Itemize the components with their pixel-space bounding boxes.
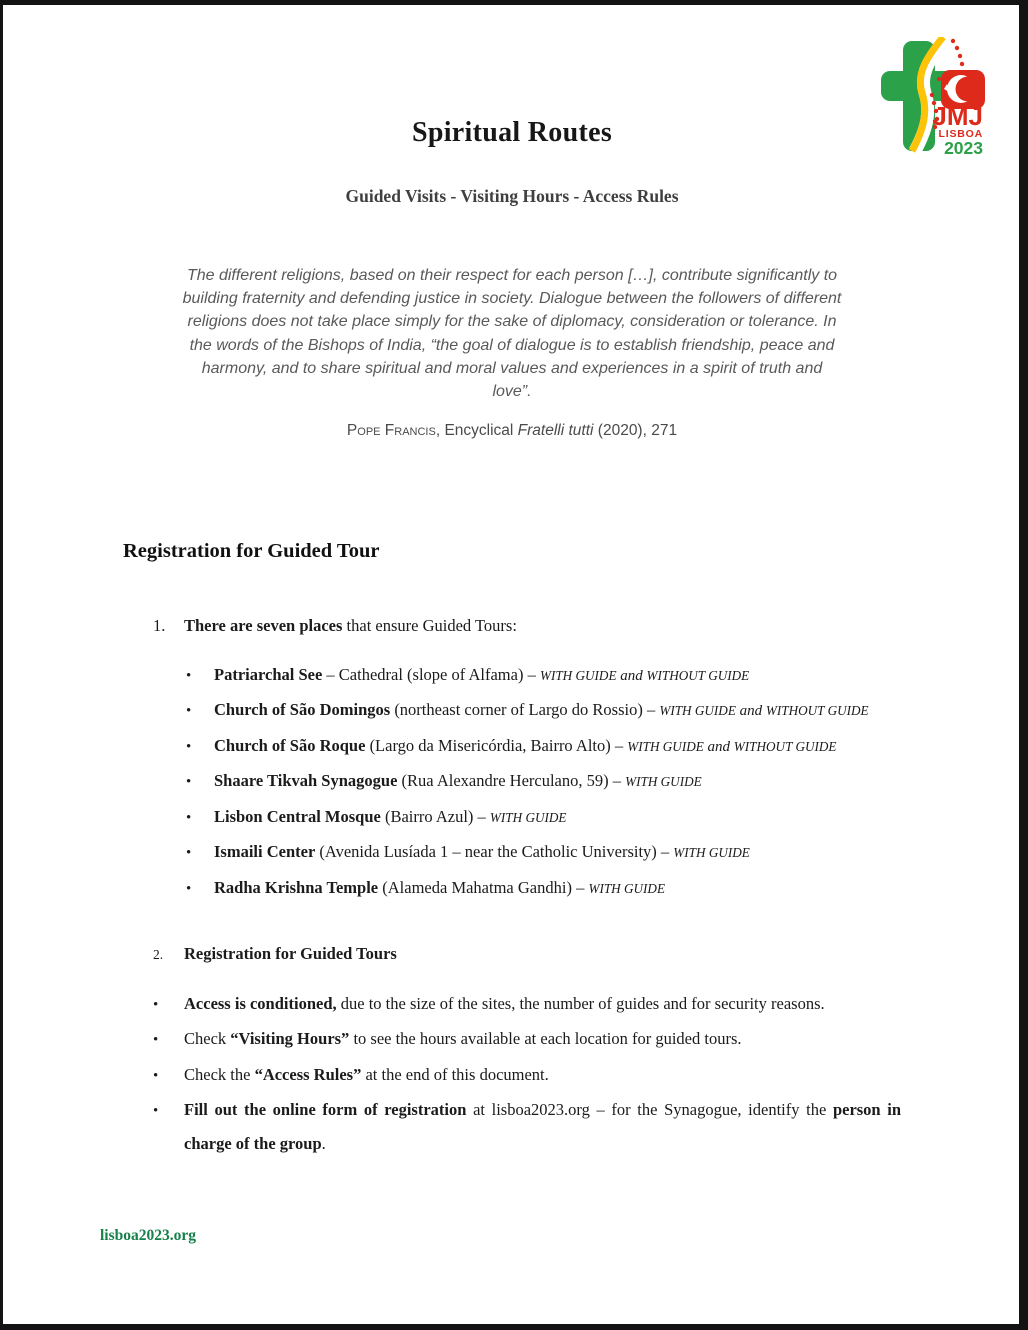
text-segment: that ensure Guided Tours: — [342, 616, 517, 636]
bullet-marker: • — [153, 996, 159, 1013]
text-segment: WITH GUIDE — [625, 774, 702, 790]
text-segment: “Visiting Hours” — [230, 1029, 350, 1049]
text-segment: There are seven places — [184, 616, 343, 636]
bullet-marker: • — [186, 809, 192, 826]
text-segment: , Encyclical — [435, 422, 518, 440]
bullet-marker: • — [153, 1103, 159, 1120]
bullet-marker: • — [153, 1067, 159, 1084]
place-list-item — [123, 871, 901, 907]
rules-list — [123, 987, 901, 1161]
text-segment: WITH GUIDE — [539, 667, 617, 683]
rule-list-item — [123, 1022, 901, 1058]
text-segment: WITH GUIDE — [588, 880, 666, 896]
list-item-text — [214, 764, 901, 799]
list-number: 2. — [153, 947, 164, 963]
list-item-text — [184, 1093, 901, 1160]
list-item-text — [214, 835, 901, 870]
text-segment: person in charge of the group — [184, 1100, 902, 1153]
text-segment: . — [321, 1133, 326, 1153]
text-segment: “Access Rules” — [254, 1064, 362, 1084]
text-segment: WITH GUIDE — [489, 809, 567, 825]
text-segment: (Rua Alexandre Herculano, 59) – — [397, 771, 626, 791]
footer-link[interactable]: lisboa2023.org — [100, 1227, 197, 1244]
text-segment: Radha Krishna Temple — [214, 877, 379, 897]
logo-text-lisboa: LISBOA — [938, 128, 983, 140]
list-item-text — [214, 800, 901, 835]
place-list-item — [123, 764, 901, 800]
logo-text-year: 2023 — [944, 138, 983, 158]
text-segment: WITH GUIDE — [659, 703, 736, 719]
text-segment: and — [703, 738, 734, 755]
text-segment: Fratelli tutti — [517, 422, 594, 440]
rule-list-item — [123, 1058, 901, 1094]
place-list-item — [123, 835, 901, 871]
place-list-item — [123, 693, 901, 729]
text-segment: Check — [184, 1029, 231, 1049]
text-segment: at lisboa2023.org – for the Synagogue, identify the — [466, 1100, 833, 1120]
text-segment: (Alameda Mahatma Gandhi) – — [378, 877, 589, 897]
text-segment: due to the size of the sites, the number of guides and for security reasons. — [336, 993, 825, 1013]
logo-text-jmj: JMJ — [932, 101, 983, 131]
place-list-item — [123, 800, 901, 836]
place-list-item — [123, 729, 901, 765]
list-item-text — [184, 987, 901, 1021]
text-segment: Church of São Roque — [214, 735, 366, 755]
text-segment: WITHOUT GUIDE — [733, 738, 837, 754]
text-segment: and — [735, 703, 766, 720]
list-item-text — [184, 1058, 901, 1092]
places-list — [123, 658, 901, 907]
list-item-text — [214, 693, 901, 729]
text-segment: WITH GUIDE — [673, 845, 750, 861]
text-segment: – Cathedral (slope of Alfama) – — [322, 664, 540, 684]
list-item-text — [214, 658, 901, 694]
quote-attribution — [123, 422, 901, 440]
page-title: Spiritual Routes — [411, 117, 613, 148]
text-segment: Lisbon Central Mosque — [214, 806, 381, 826]
text-segment: (Largo da Misericórdia, Bairro Alto) – — [365, 735, 628, 755]
page-subtitle: Guided Visits - Visiting Hours - Access Rules — [345, 186, 679, 206]
list-item-text — [184, 1022, 901, 1056]
text-segment: Patriarchal See — [214, 664, 323, 684]
text-segment: at the end of this document. — [361, 1064, 549, 1084]
text-segment: Registration for Guided Tours — [184, 944, 397, 964]
bullet-marker: • — [186, 738, 192, 755]
section-heading: Registration for Guided Tour — [123, 540, 380, 563]
bullet-marker: • — [186, 667, 192, 684]
text-segment: (Avenida Lusíada 1 – near the Catholic University) – — [315, 842, 674, 862]
rule-list-item — [123, 987, 901, 1023]
text-segment: (2020), 271 — [593, 422, 678, 440]
numbered-item-text — [184, 937, 901, 971]
bullet-marker: • — [186, 703, 192, 720]
numbered-item-1 — [123, 609, 901, 643]
text-segment: and — [616, 667, 647, 684]
text-segment: Fill out the online form of registration — [184, 1100, 467, 1120]
numbered-item-2 — [123, 937, 901, 972]
text-segment: (northeast corner of Largo do Rossio) – — [390, 700, 660, 720]
text-segment: Shaare Tikvah Synagogue — [214, 771, 398, 791]
list-number: 1. — [153, 616, 166, 636]
text-segment: Ismaili Center — [214, 842, 316, 862]
jmj-lisboa-2023-logo-icon — [875, 37, 999, 165]
list-item-text — [214, 729, 901, 765]
bullet-marker: • — [186, 880, 192, 897]
text-segment: Church of São Domingos — [214, 700, 391, 720]
text-segment: WITHOUT GUIDE — [646, 667, 750, 683]
text-segment: Pope Francis — [346, 422, 436, 440]
quote-text: The different religions, based on their respect for each person […], contribute significantly to building fraternity and defending justice in society. Dialogue between the followers of different religions does not take place simply for the sake of diplomacy, consideration or tolerance. In the words of the Bishops of India, “the goal of dialogue is to establish friendship, peace and harmony, and to share spiritual and moral values and experiences in a spirit of truth and love”. — [182, 267, 842, 401]
numbered-item-text — [184, 609, 901, 643]
rule-list-item — [123, 1093, 901, 1160]
text-segment: (Bairro Azul) – — [380, 806, 490, 826]
text-segment: WITHOUT GUIDE — [765, 703, 869, 719]
bullet-marker: • — [186, 845, 192, 862]
text-segment: to see the hours available at each location for guided tours. — [349, 1029, 742, 1049]
list-item-text — [214, 871, 901, 906]
text-segment: Check the — [184, 1064, 255, 1084]
text-segment: WITH GUIDE — [627, 738, 704, 754]
text-segment: Access is conditioned, — [184, 993, 337, 1013]
bullet-marker: • — [186, 774, 192, 791]
bullet-marker: • — [153, 1032, 159, 1049]
place-list-item — [123, 658, 901, 694]
